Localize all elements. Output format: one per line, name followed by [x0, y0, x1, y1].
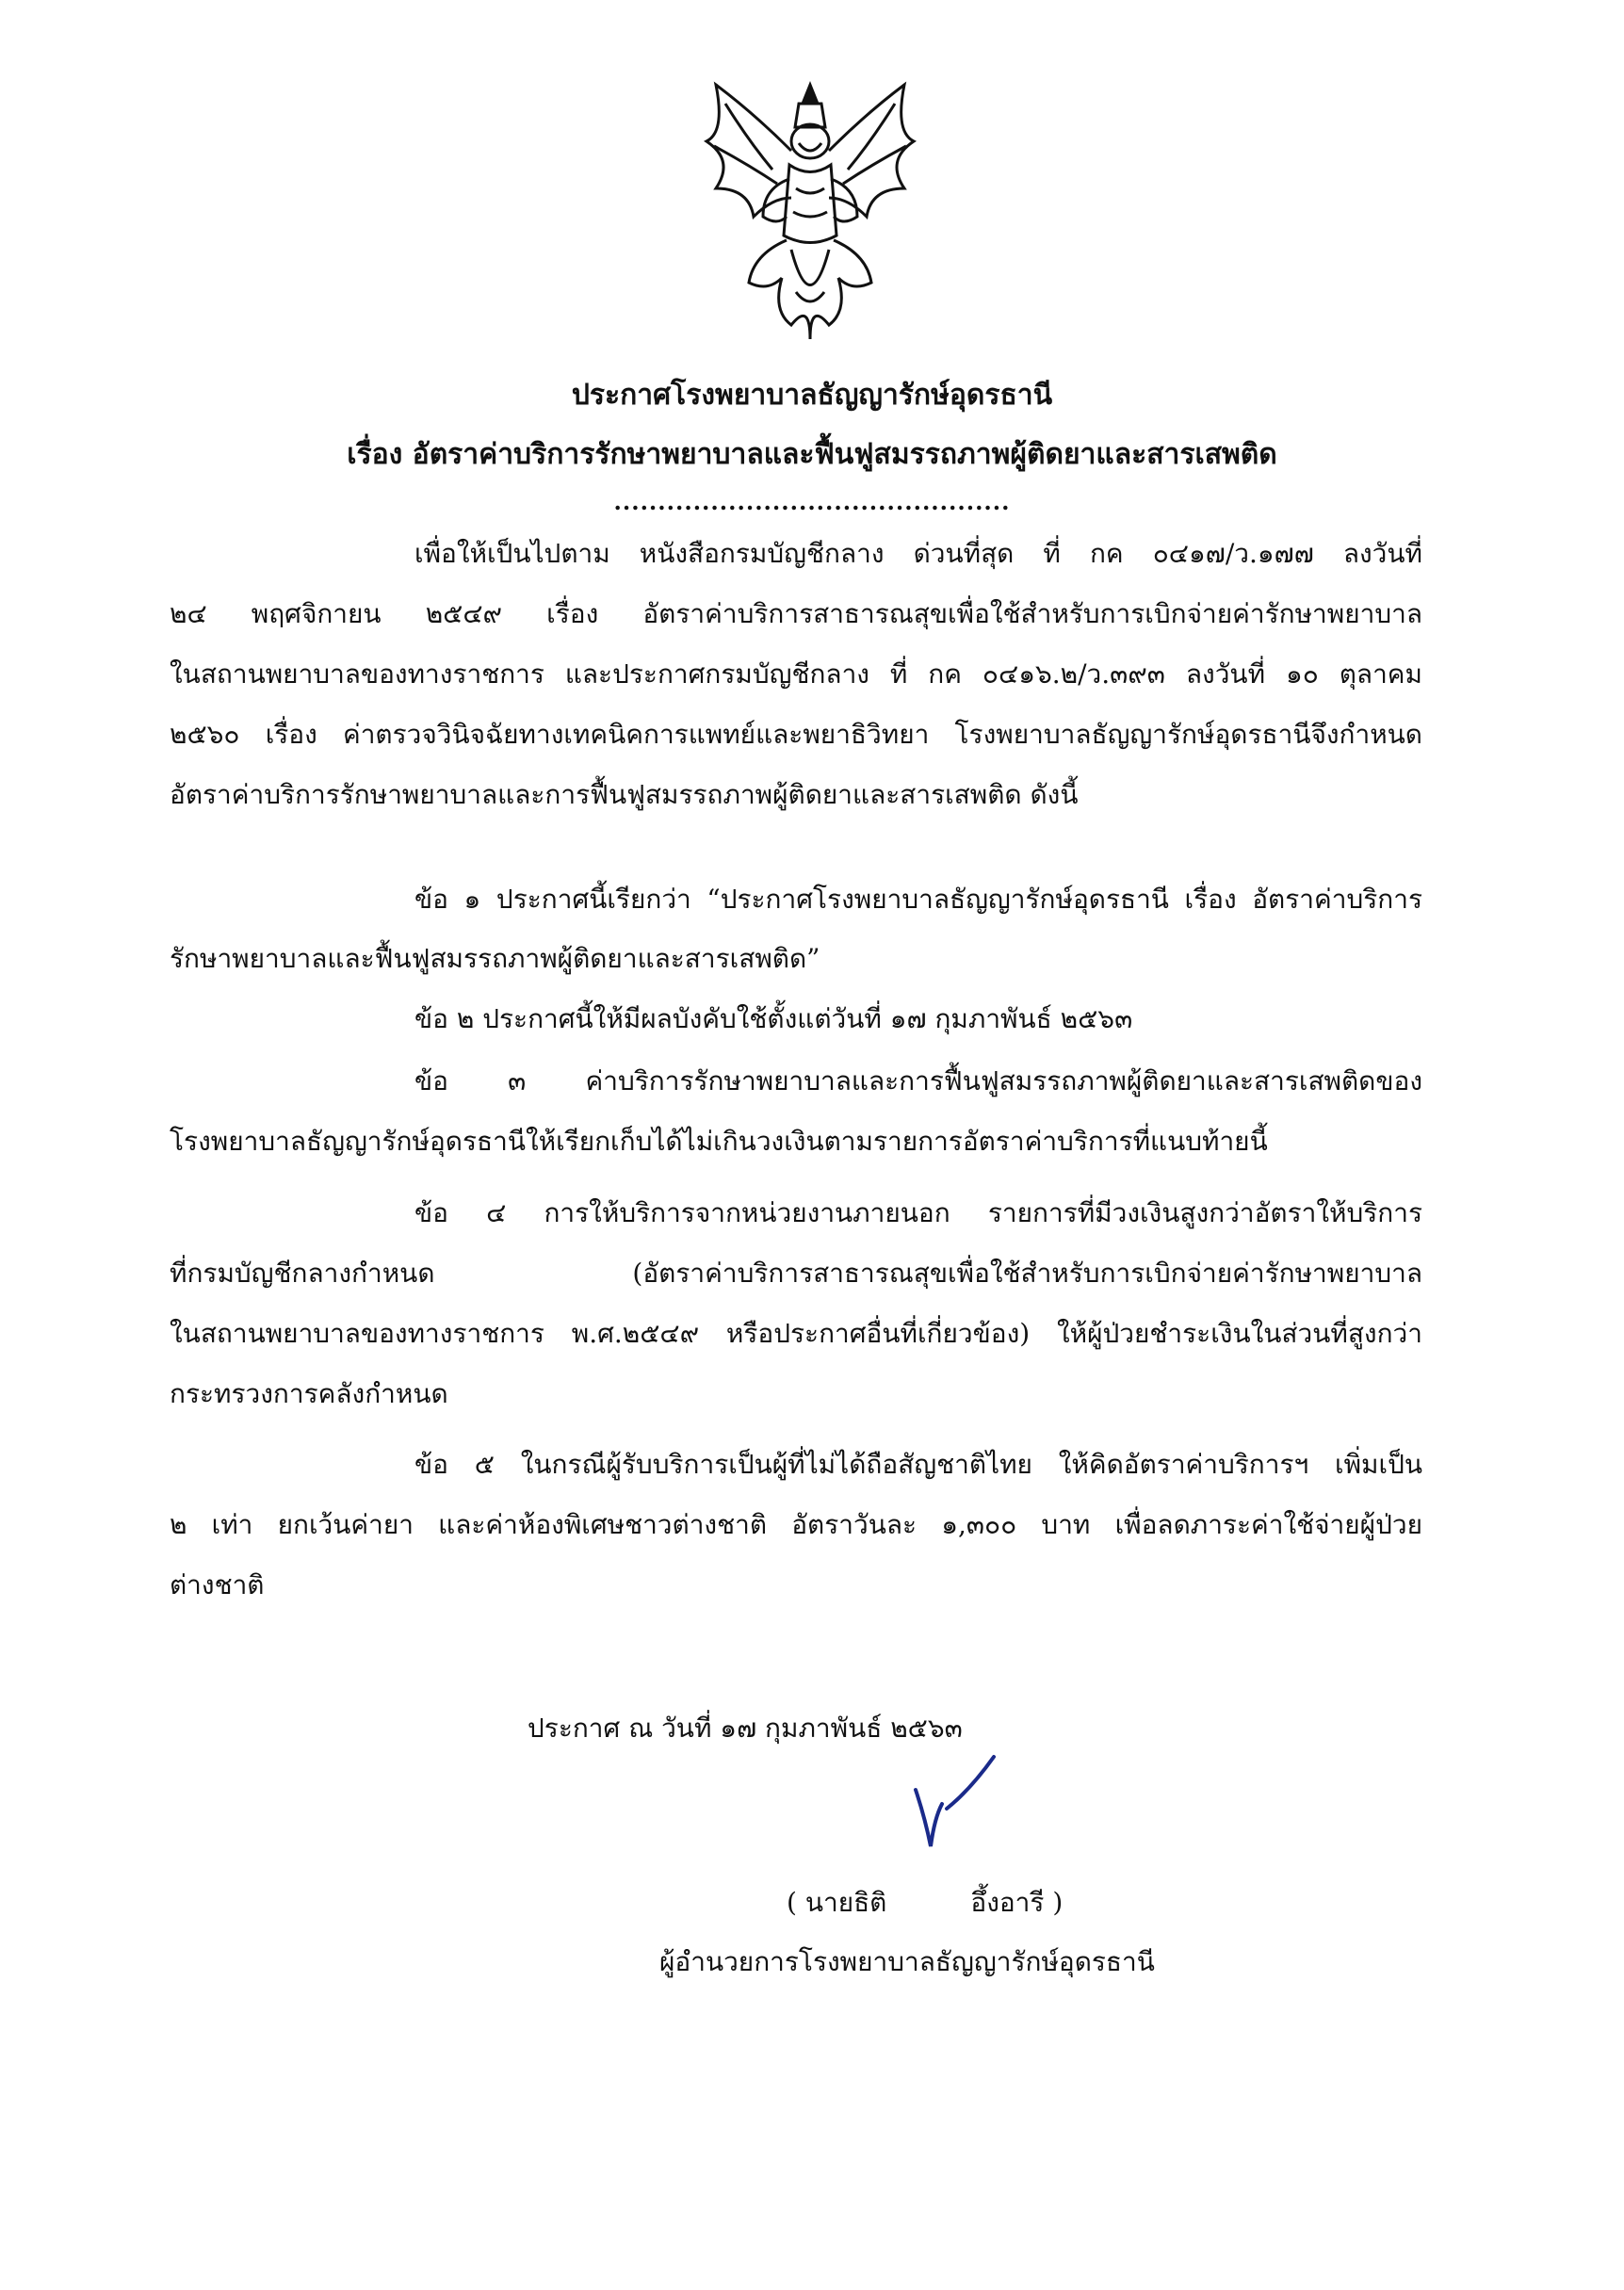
paragraph-line: ๒๕๖๐ เรื่อง ค่าตรวจวินิจฉัยทางเทคนิคการแพทย์และพยาธิวิทยา โรงพยาบาลธัญญารักษ์อุดรธานีจึงกำหนด — [170, 719, 1422, 750]
clause-line: ข้อ ๒ ประกาศนี้ให้มีผลบังคับใช้ตั้งแต่วันที่ ๑๗ กุมภาพันธ์ ๒๕๖๓ — [414, 1003, 1133, 1034]
document-title: ประกาศโรงพยาบาลธัญญารักษ์อุดรธานี — [571, 379, 1053, 412]
signatory-name: ( นายธิติ อึ้งอารี ) — [787, 1887, 1064, 1918]
clause-line: ข้อ ๕ ในกรณีผู้รับบริการเป็นผู้ที่ไม่ได้ถือสัญชาติไทย ให้คิดอัตราค่าบริการฯ เพิ่มเป็น — [414, 1449, 1422, 1480]
clause-line: ต่างชาติ — [170, 1569, 265, 1600]
paragraph-line: เพื่อให้เป็นไปตาม หนังสือกรมบัญชีกลาง ด่วนที่สุด ที่ กค ๐๔๑๗/ว.๑๗๗ ลงวันที่ — [414, 538, 1422, 569]
paragraph-line: ๒๔ พฤศจิกายน ๒๕๔๙ เรื่อง อัตราค่าบริการสาธารณสุขเพื่อใช้สำหรับการเบิกจ่ายค่ารักษาพยาบาล — [170, 598, 1422, 629]
clause-line: ๒ เท่า ยกเว้นค่ายา และค่าห้องพิเศษชาวต่างชาติ อัตราวันละ ๑,๓๐๐ บาท เพื่อลดภาระค่าใช้จ่ายผู้ป่วย — [170, 1509, 1422, 1540]
clause-line: ในสถานพยาบาลของทางราชการ พ.ศ.๒๕๔๙ หรือประกาศอื่นที่เกี่ยวข้อง) ให้ผู้ป่วยชำระเงินในส่วนที่สูงกว่า — [170, 1318, 1422, 1349]
clause-line: รักษาพยาบาลและฟื้นฟูสมรรถภาพผู้ติดยาและสารเสพติด” — [170, 943, 820, 974]
paragraph-line: อัตราค่าบริการรักษาพยาบาลและการฟื้นฟูสมรรถภาพผู้ติดยาและสารเสพติด ดังนี้ — [170, 779, 1079, 810]
clause-line: ข้อ ๑ ประกาศนี้เรียกว่า “ประกาศโรงพยาบาลธัญญารักษ์อุดรธานี เรื่อง อัตราค่าบริการ — [414, 884, 1422, 915]
clause-line: ที่กรมบัญชีกลางกำหนด (อัตราค่าบริการสาธารณสุขเพื่อใช้สำหรับการเบิกจ่ายค่ารักษาพยาบาล — [170, 1258, 1422, 1289]
clause-line: กระทรวงการคลังกำหนด — [170, 1378, 448, 1409]
paragraph-line: ในสถานพยาบาลของทางราชการ และประกาศกรมบัญชีกลาง ที่ กค ๐๔๑๖.๒/ว.๓๙๓ ลงวันที่ ๑๐ ตุลาคม — [170, 658, 1422, 690]
signatory-position: ผู้อำนวยการโรงพยาบาลธัญญารักษ์อุดรธานี — [659, 1946, 1155, 1977]
clause-line: ข้อ ๔ การให้บริการจากหน่วยงานภายนอก รายการที่มีวงเงินสูงกว่าอัตราให้บริการ — [414, 1197, 1422, 1228]
document-subject: เรื่อง อัตราค่าบริการรักษาพยาบาลและฟื้นฟูสมรรถภาพผู้ติดยาและสารเสพติด — [347, 438, 1277, 471]
signature-mark — [904, 1752, 1008, 1865]
garuda-emblem-icon — [697, 75, 923, 349]
announcement-date: ประกาศ ณ วันที่ ๑๗ กุมภาพันธ์ ๒๕๖๓ — [528, 1713, 963, 1744]
clause-line: ข้อ ๓ ค่าบริการรักษาพยาบาลและการฟื้นฟูสมรรถภาพผู้ติดยาและสารเสพติดของ — [414, 1065, 1422, 1096]
title-divider: ............................................. — [613, 488, 1011, 515]
clause-line: โรงพยาบาลธัญญารักษ์อุดรธานีให้เรียกเก็บได้ไม่เกินวงเงินตามรายการอัตราค่าบริการที่แนบท้ายนี้ — [170, 1126, 1268, 1157]
